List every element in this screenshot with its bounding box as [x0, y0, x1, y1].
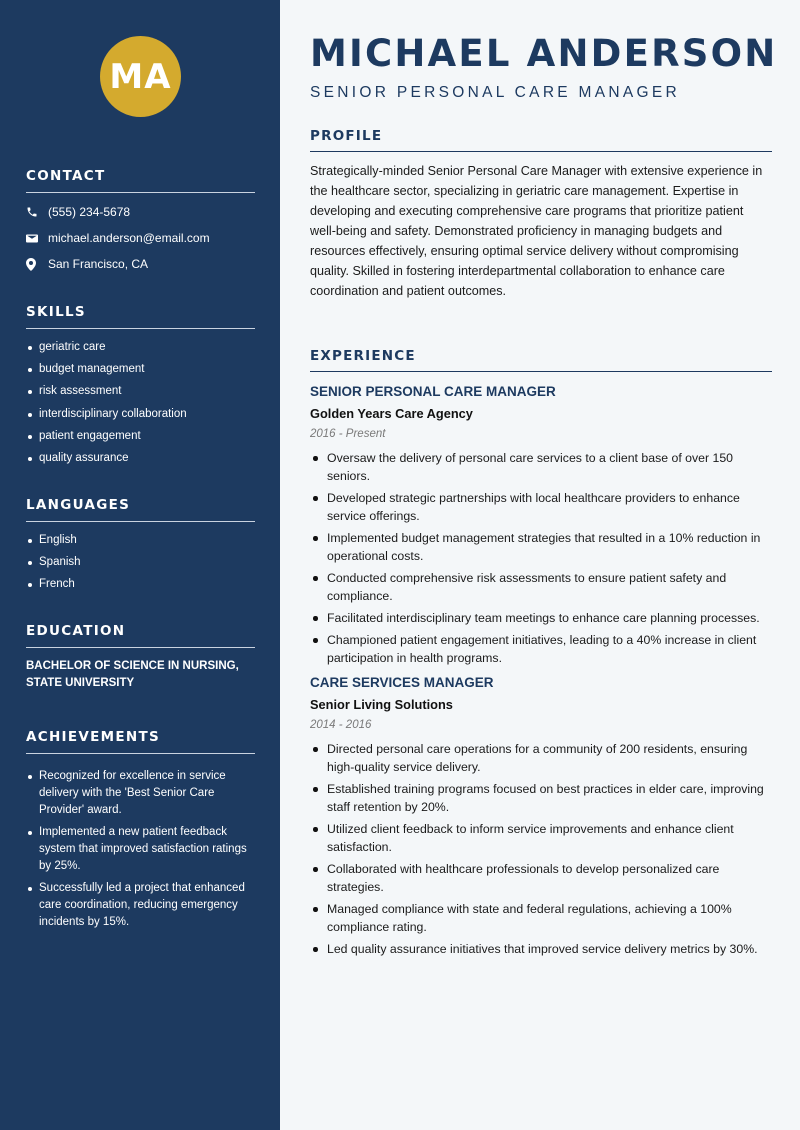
- job-dates: 2016 - Present: [310, 428, 386, 440]
- skill-item: patient engagement: [26, 428, 255, 444]
- languages-section: [26, 497, 255, 599]
- contact-phone-text: (555) 234-5678: [48, 205, 131, 219]
- education-heading: EDUCATION: [26, 623, 255, 648]
- skills-section: [26, 304, 255, 472]
- sidebar: [0, 0, 280, 1130]
- profile-heading: PROFILE: [310, 128, 772, 152]
- skill-item: quality assurance: [26, 450, 255, 466]
- experience-heading: EXPERIENCE: [310, 348, 772, 372]
- job-bullet: Developed strategic partnerships with local healthcare providers to enhance service offerings.: [310, 489, 772, 525]
- job-bullet: Established training programs focused on best practices in elder care, improving staff retention by 20%.: [310, 780, 772, 816]
- contact-phone[interactable]: [26, 199, 255, 225]
- phone-icon: [26, 206, 48, 218]
- job-bullet: Directed personal care operations for a community of 200 residents, ensuring high-quality service delivery.: [310, 740, 772, 776]
- avatar: MA: [100, 36, 181, 117]
- languages-list: [26, 532, 255, 592]
- skills-list: [26, 339, 255, 466]
- education-section: [26, 623, 255, 692]
- skills-heading: SKILLS: [26, 304, 255, 329]
- skill-item: interdisciplinary collaboration: [26, 406, 255, 422]
- language-item: English: [26, 532, 255, 548]
- skill-item: budget management: [26, 361, 255, 377]
- achievement-item: Recognized for excellence in service delivery with the 'Best Senior Care Provider' award.: [26, 768, 255, 819]
- email-icon: [26, 233, 48, 244]
- contact-email[interactable]: [26, 225, 255, 251]
- job-bullet: Oversaw the delivery of personal care services to a client base of over 150 seniors.: [310, 449, 772, 485]
- contact-section: [26, 168, 255, 277]
- contact-heading: CONTACT: [26, 168, 255, 193]
- profile-section: [310, 128, 772, 301]
- job-dates: 2014 - 2016: [310, 719, 372, 731]
- language-item: Spanish: [26, 554, 255, 570]
- job-title: SENIOR PERSONAL CARE MANAGER: [310, 384, 556, 399]
- skill-item: risk assessment: [26, 383, 255, 399]
- skill-item: geriatric care: [26, 339, 255, 355]
- candidate-role: SENIOR PERSONAL CARE MANAGER: [310, 84, 681, 101]
- job-bullet: Championed patient engagement initiatives, leading to a 40% increase in client participation in health programs.: [310, 631, 772, 667]
- candidate-name: MICHAEL ANDERSON: [310, 32, 778, 75]
- job-bullet: Collaborated with healthcare professionals to develop personalized care strategies.: [310, 860, 772, 896]
- profile-text: Strategically-minded Senior Personal Care Manager with extensive experience in the healthcare sector, specializing in geriatric care management. Expertise in developing and executing comprehensive care programs that prioritize patient well-being and safety. Demonstrated proficiency in managing budgets and resources effectively, ensuring optimal service delivery without compromising quality. Skilled in fostering interdepartmental collaboration to enhance care coordination and patient outcomes.: [310, 164, 763, 298]
- education-degree: BACHELOR OF SCIENCE IN NURSING, STATE UNIVERSITY: [26, 660, 239, 689]
- job-bullet: Utilized client feedback to inform service improvements and enhance client satisfaction.: [310, 820, 772, 856]
- achievements-list: [26, 768, 255, 931]
- languages-heading: LANGUAGES: [26, 497, 255, 522]
- language-item: French: [26, 576, 255, 592]
- job-bullet: Conducted comprehensive risk assessments to ensure patient safety and compliance.: [310, 569, 772, 605]
- achievement-item: Successfully led a project that enhanced care coordination, reducing emergency incidents by 15%.: [26, 880, 255, 931]
- job-entry: [310, 675, 772, 958]
- job-company: Golden Years Care Agency: [310, 406, 473, 421]
- contact-location-text: San Francisco, CA: [48, 257, 149, 271]
- contact-email-text: michael.anderson@email.com: [48, 231, 210, 245]
- achievements-section: [26, 729, 255, 936]
- job-bullet: Managed compliance with state and federal regulations, achieving a 100% compliance rating.: [310, 900, 772, 936]
- job-bullet: Led quality assurance initiatives that improved service delivery metrics by 30%.: [310, 940, 772, 958]
- job-title: CARE SERVICES MANAGER: [310, 675, 494, 690]
- location-icon: [26, 258, 48, 271]
- contact-location: [26, 251, 255, 277]
- job-bullet: Facilitated interdisciplinary team meetings to enhance care planning processes.: [310, 609, 772, 627]
- job-company: Senior Living Solutions: [310, 697, 453, 712]
- achievements-heading: ACHIEVEMENTS: [26, 729, 255, 754]
- experience-section: [310, 348, 772, 962]
- job-bullets: [310, 740, 772, 958]
- job-bullets: [310, 449, 772, 667]
- achievement-item: Implemented a new patient feedback system that improved satisfaction ratings by 25%.: [26, 824, 255, 875]
- job-entry: [310, 384, 772, 667]
- job-bullet: Implemented budget management strategies that resulted in a 10% reduction in operational costs.: [310, 529, 772, 565]
